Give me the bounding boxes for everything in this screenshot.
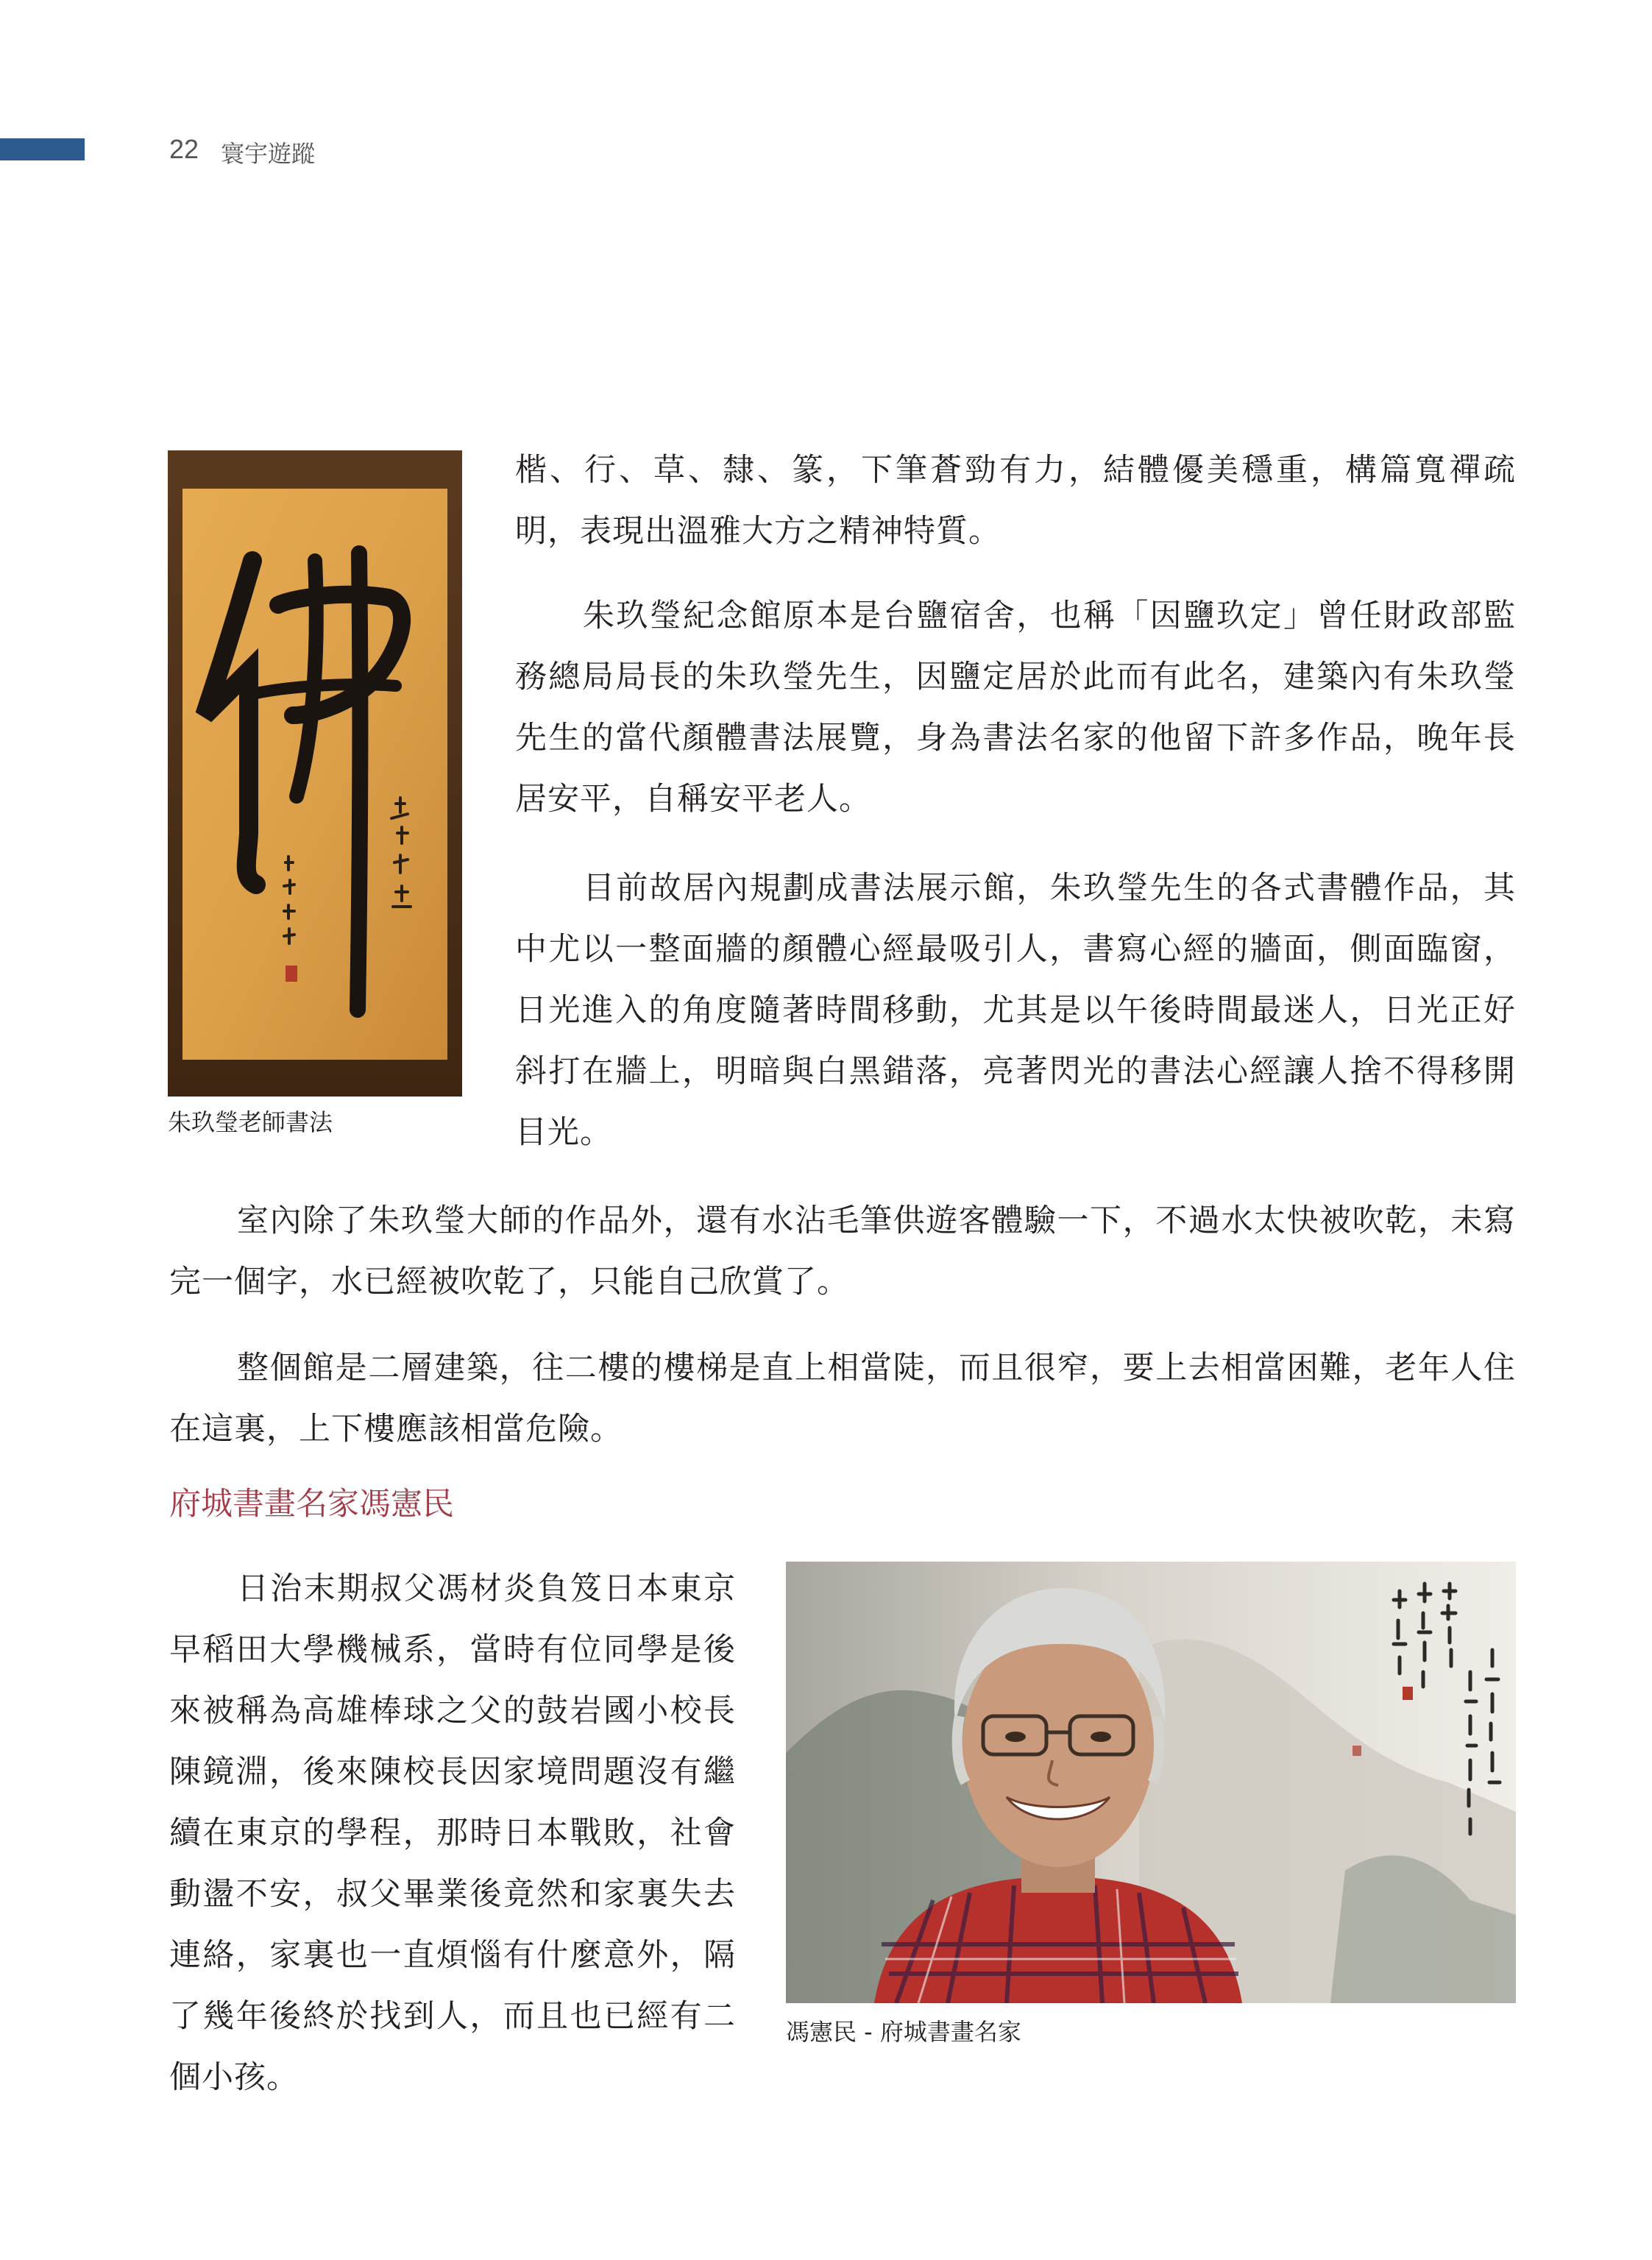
paragraph-scripts: 楷、行、草、隸、篆，下筆蒼勁有力，結體優美穩重，構篇寬禪疏明，表現出溫雅大方之精神特質。 <box>515 452 1516 550</box>
page-number: 22 <box>169 134 199 164</box>
paragraph-feng-family: 日治末期叔父馮材炎負笈日本東京早稻田大學機械系，當時有位同學是後來被稱為高雄棒球之父的鼓岩國小校長陳鏡淵，後來陳校長因家境問題沒有繼續在東京的學程，那時日本戰敗，社會動盪不安，叔父畢業後竟然和家裏失去連絡，家裏也一直煩惱有什麼意外，隔了幾年後終於找到人，而且也已經有二個小孩。 <box>169 1570 736 2096</box>
paragraph-memorial-hall: 朱玖瑩紀念館原本是台鹽宿舍，也稱「因鹽玖定」曾任財政部監務總局局長的朱玖瑩先生，因鹽定居於此而有此名，建築內有朱玖瑩先生的當代顏體書法展覽，身為書法名家的他留下許多作品，晚年長居安平，自稱安平老人。 <box>515 598 1516 818</box>
paragraph-exhibition: 目前故居內規劃成書法展示館，朱玖瑩先生的各式書體作品，其中尤以一整面牆的顏體心經最吸引人，書寫心經的牆面，側面臨窗，日光進入的角度隨著時間移動，尤其是以午後時間最迷人，日光正好斜打在牆上，明暗與白黑錯落，亮著閃光的書法心經讓人捨不得移開目光。 <box>515 870 1516 1151</box>
calligraphy-image <box>168 450 462 1097</box>
header-accent-bar <box>0 138 85 160</box>
paragraph-building: 整個館是二層建築，往二樓的樓梯是直上相當陡，而且很窄，要上去相當困難，老年人住在這裏，上下樓應該相當危險。 <box>169 1350 1516 1448</box>
portrait-caption: 馮憲民 - 府城書畫名家 <box>786 2018 1021 2046</box>
paragraph-brush-experience: 室內除了朱玖瑩大師的作品外，還有水沾毛筆供遊客體驗一下，不過水太快被吹乾，未寫完一個字，水已經被吹乾了，只能自己欣賞了。 <box>169 1202 1516 1300</box>
section-heading: 府城書畫名家馮憲民 <box>169 1486 454 1523</box>
calligraphy-caption: 朱玖瑩老師書法 <box>168 1108 333 1136</box>
portrait-photo <box>786 1562 1516 2003</box>
running-header-title: 寰宇遊蹤 <box>221 140 316 168</box>
